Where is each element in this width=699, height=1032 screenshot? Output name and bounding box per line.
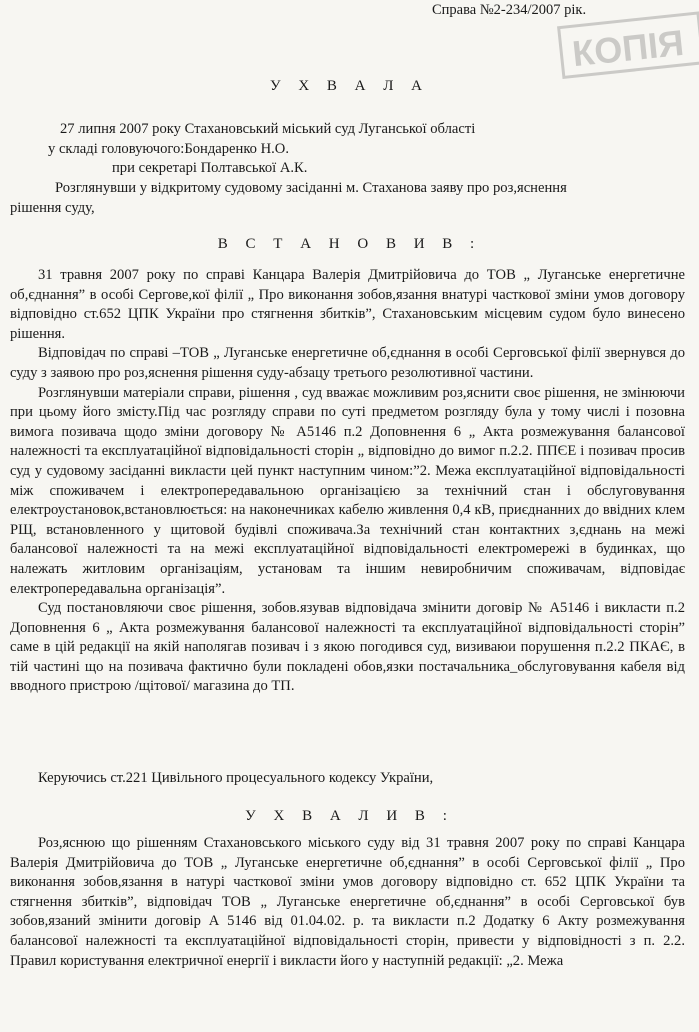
- intro-considered-cont: рішення суду,: [10, 200, 95, 216]
- established-paragraph: Суд постановляючи своє рішення, зобов.язував відповідача змінити договір № А5146 і викласти п.2 Доповнення 6 „ Акта розмежування балансової належності та експлуатаційної відповідальності сторін” саме в цій редакції на якій наполягав позивач і з якою погодився суд, визиваюи порушення п.2.2 ПКАЄ, в тій частині що на позивача фактично були покладені обов,язки постачальника_обслуговування кабеля від вводного пристрою /щітової/ магазина до ТП.: [10, 600, 685, 695]
- ruled-section: [10, 834, 685, 971]
- established-paragraph: 31 травня 2007 року по справі Канцара Валерія Дмитрійовича до ТОВ „ Луганське енергетичне об,єднання” в особі Сергове,кої філії „ Про виконання зобов,язання внатурі часткової зміни умов договору відповідно ст.652 ЦПК України про стягнення збитків”, Стахановським місцевим судом було винесено рішення.: [10, 267, 685, 342]
- intro-presiding-judge: у складі головуючого:Бондаренко Н.О.: [48, 141, 289, 157]
- heading-established: В С Т А Н О В И В :: [217, 236, 482, 252]
- intro-secretary: при секретарі Полтавської А.К.: [112, 160, 308, 176]
- established-section: [10, 266, 685, 697]
- copy-stamp: [555, 8, 699, 83]
- guided-by-line: Керуючись ст.221 Цивільного процесуального кодексу України,: [38, 770, 434, 786]
- intro-considered: Розглянувши у відкритому судовому засіданні м. Стаханова заяву про роз,яснення: [55, 180, 567, 196]
- heading-ruled: У Х В А Л И В :: [245, 808, 454, 824]
- intro-date-court: 27 липня 2007 року Стахановський міський суд Луганської області: [60, 121, 476, 137]
- document-title: У Х В А Л А: [269, 78, 430, 94]
- case-number: Справа №2-234/2007 рік.: [432, 2, 587, 18]
- ruled-paragraph: Роз,яснюю що рішенням Стахановського міського суду від 31 травня 2007 року по справі Канцара Валерія Дмитрійовича до ТОВ „ Луганське енергетичне об,єднання” в особі Серговської філії „ Про виконання зобов,язання в натурі часткової зміни умов договору відповідно ст. 652 ЦПК України та стягнення збитків”, відповідач ТОВ „ Луганське енергетичне об,єднання” в особі Серговської був зобов,язаний змінити договір А 5146 від 01.04.02. р. та викласти п.2 Додатку 6 Акту розмежування балансової належності та експлуатаційної відповідальності сторін, привести у відповідності з п. 2.2. Правил користування електричної енергії і викласти його у наступній редакції: „2. Межа: [10, 835, 685, 969]
- established-paragraph: Відповідач по справі –ТОВ „ Луганське енергетичне об,єднання в особі Серговської філії звернувся до суду з заявою про роз,яснення рішення суду-абзацу третього резолютивної частини.: [10, 345, 685, 381]
- copy-stamp-text: КОПІЯ: [570, 21, 686, 75]
- established-paragraph: Розглянувши матеріали справи, рішення , суд вважає можливим роз,яснити своє рішення, не змінюючи при цьому його змісту.Під час розгляду справи по суті предметом розгляду була у тому числі і позовна вимога позивача щодо зміни договору № А5146 п.2 Доповнення 6 „ Акта розмежування балансової належності та експлуатаційної відповідальності сторін „ відповідно до вимог п.2.2. ППЄЕ і позивач просив суд у судовому засіданні викласти цей пункт наступним чином:”2. Межа експлуатаційної відповідальності між споживачем і електропередавальною організацією за технічний стан і обслуговування електроустановок,встановлюється: на наконечниках кабелю живлення 0,4 кВ, приєднанних до ввідних клем РЩ, встановленного у щитовой будівлі споживача.За технічний стан контактних з,єднань на межі балансової належності та на межі експлуатаційної відповідальності електромережі в будинках, що належать житловим організаціям, установам та іншим невиробничим споживачам, відповідає електропередавальна організація”.: [10, 384, 685, 597]
